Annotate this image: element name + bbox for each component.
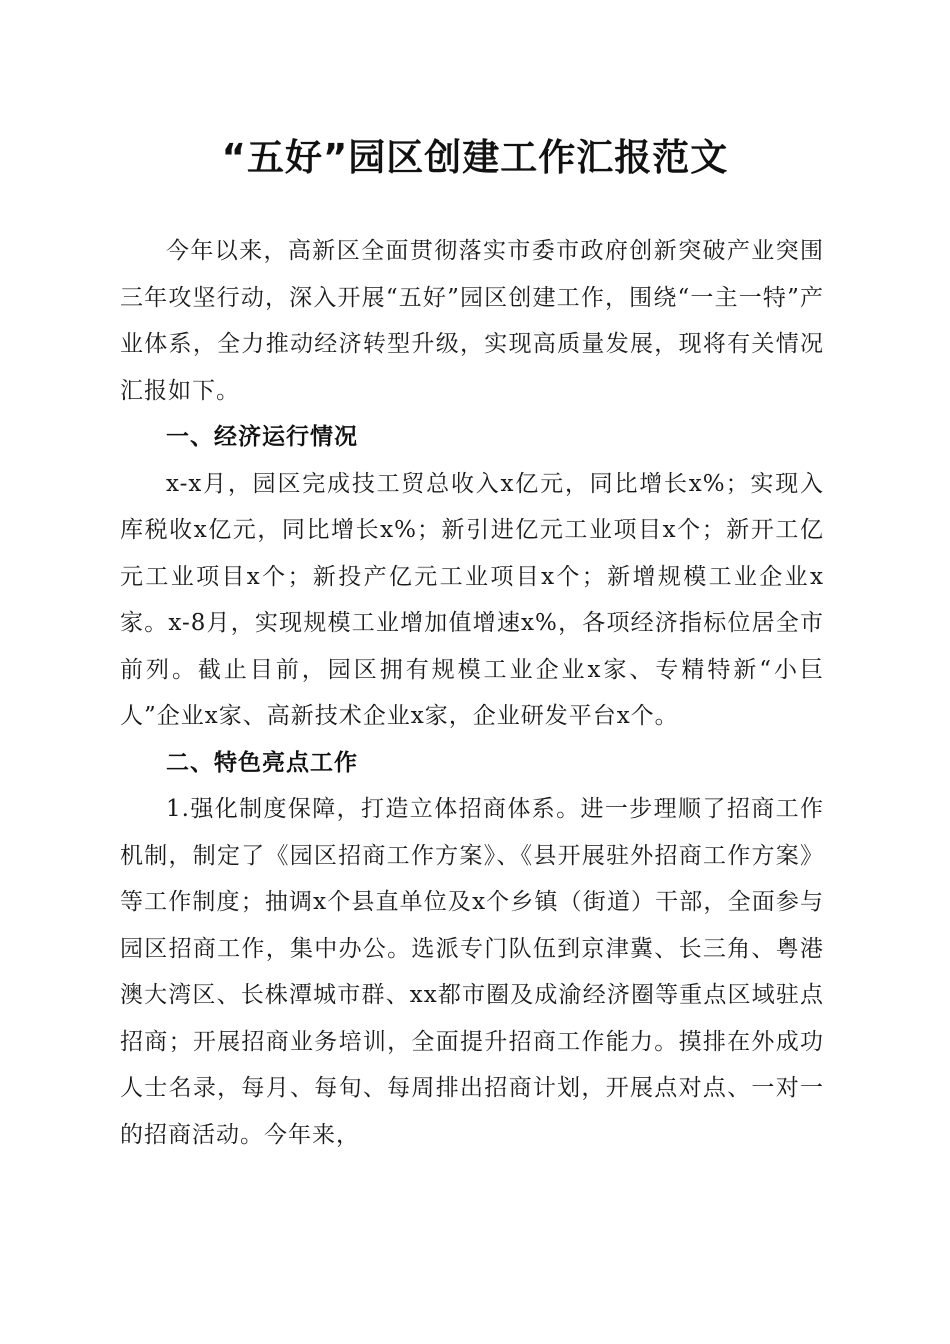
section-heading-highlights: 二、特色亮点工作 [166,749,358,776]
intro-paragraph: 今年以来，高新区全面贯彻落实市委市政府创新突破产业突围三年攻坚行动，深入开展“五好”园区创建工作，围绕“一主一特”产业体系，全力推动经济转型升级，实现高质量发展，现将有关情况汇报如下。 [120,238,824,404]
section-paragraph-highlights: 1.强化制度保障，打造立体招商体系。进一步理顺了招商工作机制，制定了《园区招商工作方案》、《县开展驻外招商工作方案》等工作制度；抽调x个县直单位及x个乡镇（街道）干部，全面参与园区招商工作，集中办公。选派专门队伍到京津冀、长三角、粤港澳大湾区、长株潭城市群、xx都市圈及成渝经济圈等重点区域驻点招商；开展招商业务培训，全面提升招商工作能力。摸排在外成功人士名录，每月、每旬、每周排出招商计划，开展点对点、一对一的招商活动。今年来， [120,796,824,1148]
document-title: “五好”园区创建工作汇报范文 [221,136,729,179]
section-heading-economy: 一、经济运行情况 [166,424,358,450]
document-body [120,228,824,1158]
section-paragraph-economy: x-x月，园区完成技工贸总收入x亿元，同比增长x%；实现入库税收x亿元，同比增长x%；新引进亿元工业项目x个；新开工亿元工业项目x个；新投产亿元工业项目x个；新增规模工业企业x家。x-8月，实现规模工业增加值增速x%，各项经济指标位居全市前列。截止目前，园区拥有规模工业企业x家、专精特新“小巨人”企业x家、高新技术企业x家，企业研发平台x个。 [120,470,824,729]
